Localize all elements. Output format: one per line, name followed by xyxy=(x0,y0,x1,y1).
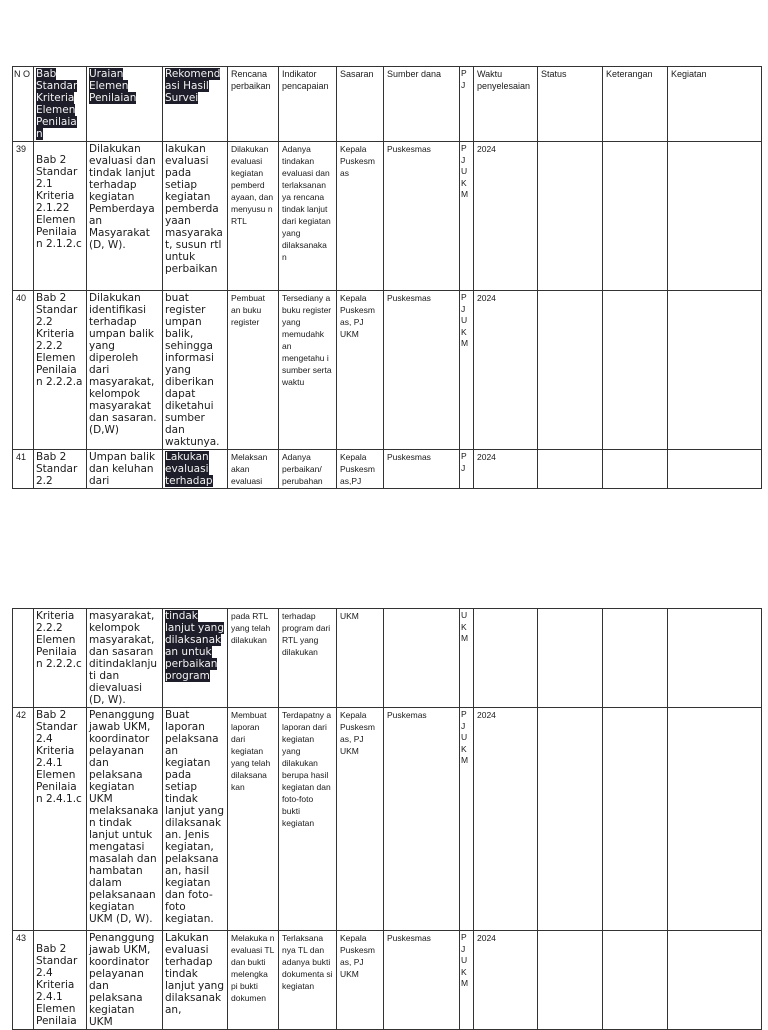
cell-rekomendasi: buat register umpan balik, sehingga informasi yang diberikan dapat diketahui sumber dan waktunya. xyxy=(163,291,228,450)
cell-indikator: Adanya tindakan evaluasi dan terlaksanan ya rencana tindak lanjut dari kegiatan yang dilaksanaka n xyxy=(279,142,337,291)
header-row xyxy=(13,67,762,142)
header-rekomendasi-text: Rekomend asi Hasil Survei xyxy=(165,68,221,104)
cell-waktu: 2024 xyxy=(474,291,538,450)
cell-uraian: Penanggung jawab UKM, koordinator pelayanan dan pelaksana kegiatan UKM melaksanaka n tindak lanjut untuk mengatasi masalah dan hambatan dalam pelaksanaan kegiatan UKM (D, W). xyxy=(87,708,163,931)
cell-bab: Bab 2 Standar 2.1 Kriteria 2.1.22 Elemen Penilaia n 2.1.2.c xyxy=(34,142,87,291)
action-plan-table-page-2 xyxy=(12,608,762,1030)
cell-keterangan xyxy=(603,931,668,1030)
cell-sasaran: Kepala Puskesm as, PJ UKM xyxy=(337,708,384,931)
cell-no: 43 xyxy=(13,931,34,1030)
cell-kegiatan xyxy=(668,142,762,291)
cell-sumber-dana: Puskesmas xyxy=(384,291,460,450)
header-pj: P J xyxy=(460,67,474,142)
cell-uraian: masyarakat, kelompok masyarakat, dan sasaran ditindaklanju ti dan dievaluasi (D, W). xyxy=(87,609,163,708)
cell-bab: Bab 2 Standar 2.2 xyxy=(34,450,87,489)
cell-waktu xyxy=(474,609,538,708)
cell-rencana: Melakuka n evaluasi TL dan bukti melengka pi bukti dokumen xyxy=(228,931,279,1030)
cell-sasaran: Kepala Puskesm as,PJ xyxy=(337,450,384,489)
cell-pj: P J xyxy=(460,450,474,489)
cell-pj: P J U K M xyxy=(460,142,474,291)
table-row xyxy=(13,142,762,291)
cell-sasaran: UKM xyxy=(337,609,384,708)
cell-waktu: 2024 xyxy=(474,708,538,931)
cell-rekomendasi xyxy=(163,450,228,489)
header-status: Status xyxy=(538,67,603,142)
cell-sumber-dana: Puskemas xyxy=(384,708,460,931)
header-keterangan: Keterangan xyxy=(603,67,668,142)
cell-status xyxy=(538,931,603,1030)
cell-sumber-dana: Puskesmas xyxy=(384,931,460,1030)
cell-pj: P J U K M xyxy=(460,708,474,931)
cell-sasaran: Kepala Puskesm as xyxy=(337,142,384,291)
cell-rencana: pada RTL yang telah dilakukan xyxy=(228,609,279,708)
cell-rencana: Pembuat an buku register xyxy=(228,291,279,450)
cell-bab: Kriteria 2.2.2 Elemen Penilaia n 2.2.2.c xyxy=(34,609,87,708)
cell-bab: Bab 2 Standar 2.4 Kriteria 2.4.1 Elemen Penilaia n 2.4.1.c xyxy=(34,708,87,931)
header-sasaran: Sasaran xyxy=(337,67,384,142)
cell-rekomendasi xyxy=(163,609,228,708)
table-row xyxy=(13,609,762,708)
cell-sasaran: Kepala Puskesm as, PJ UKM xyxy=(337,291,384,450)
cell-waktu: 2024 xyxy=(474,142,538,291)
header-rekomendasi xyxy=(163,67,228,142)
cell-indikator: Terlaksana nya TL dan adanya bukti dokumenta si kegiatan xyxy=(279,931,337,1030)
cell-kegiatan xyxy=(668,450,762,489)
header-bab xyxy=(34,67,87,142)
action-plan-table-page-1 xyxy=(12,66,762,489)
cell-no: 41 xyxy=(13,450,34,489)
cell-indikator: Tersediany a buku register yang memudahk an mengetahu i sumber serta waktu xyxy=(279,291,337,450)
header-sumber-dana: Sumber dana xyxy=(384,67,460,142)
cell-kegiatan xyxy=(668,708,762,931)
cell-pj: U K M xyxy=(460,609,474,708)
cell-uraian: Dilakukan identifikasi terhadap umpan balik yang diperoleh dari masyarakat, kelompok masyarakat dan sasaran. (D,W) xyxy=(87,291,163,450)
cell-rekomendasi: Buat laporan pelaksana an kegiatan pada setiap tindak lanjut yang dilaksanak an. Jenis kegiatan, pelaksana an, hasil kegiatan dan foto-foto kegiatan. xyxy=(163,708,228,931)
header-kegiatan: Kegiatan xyxy=(668,67,762,142)
cell-bab: Bab 2 Standar 2.4 Kriteria 2.4.1 Elemen Penilaia xyxy=(34,931,87,1030)
cell-sasaran: Kepala Puskesm as, PJ UKM xyxy=(337,931,384,1030)
cell-keterangan xyxy=(603,142,668,291)
cell-keterangan xyxy=(603,609,668,708)
cell-rekomendasi-text: Lakukan evaluasi terhadap xyxy=(165,451,213,487)
cell-pj: P J U K M xyxy=(460,291,474,450)
cell-no: 39 xyxy=(13,142,34,291)
cell-indikator: terhadap program dari RTL yang dilakukan xyxy=(279,609,337,708)
cell-bab: Bab 2 Standar 2.2 Kriteria 2.2.2 Elemen Penilaia n 2.2.2.a xyxy=(34,291,87,450)
cell-status xyxy=(538,291,603,450)
cell-rekomendasi: Lakukan evaluasi terhadap tindak lanjut yang dilaksanak an, xyxy=(163,931,228,1030)
cell-status xyxy=(538,142,603,291)
header-rencana: Rencana perbaikan xyxy=(228,67,279,142)
cell-no xyxy=(13,609,34,708)
cell-pj: P J U K M xyxy=(460,931,474,1030)
cell-sumber-dana: Puskesmas xyxy=(384,450,460,489)
cell-uraian: Umpan balik dan keluhan dari xyxy=(87,450,163,489)
cell-uraian: Dilakukan evaluasi dan tindak lanjut terhadap kegiatan Pemberdaya an Masyarakat (D, W). xyxy=(87,142,163,291)
cell-rencana: Membuat laporan dari kegiatan yang telah dilaksana kan xyxy=(228,708,279,931)
cell-sumber-dana: Puskesmas xyxy=(384,142,460,291)
header-waktu: Waktu penyelesaian xyxy=(474,67,538,142)
header-bab-text: Bab Standar Kriteria Elemen Penilaia n xyxy=(36,68,78,140)
cell-no: 42 xyxy=(13,708,34,931)
header-no: N O xyxy=(13,67,34,142)
cell-waktu: 2024 xyxy=(474,931,538,1030)
cell-uraian: Penanggung jawab UKM, koordinator pelayanan dan pelaksana kegiatan UKM xyxy=(87,931,163,1030)
cell-rencana: Dilakukan evaluasi kegiatan pemberd ayaan, dan menyusu n RTL xyxy=(228,142,279,291)
cell-status xyxy=(538,609,603,708)
header-uraian-text: Uraian Elemen Penilaian xyxy=(89,68,137,104)
cell-keterangan xyxy=(603,708,668,931)
header-uraian xyxy=(87,67,163,142)
cell-indikator: Terdapatny a laporan dari kegiatan yang dilakukan berupa hasil kegiatan dan foto-foto bukti kegiatan xyxy=(279,708,337,931)
cell-keterangan xyxy=(603,450,668,489)
cell-no: 40 xyxy=(13,291,34,450)
cell-rekomendasi: lakukan evaluasi pada setiap kegiatan pemberda yaan masyaraka t, susun rtl untuk perbaikan xyxy=(163,142,228,291)
cell-status xyxy=(538,708,603,931)
cell-rencana: Melaksan akan evaluasi xyxy=(228,450,279,489)
cell-keterangan xyxy=(603,291,668,450)
cell-status xyxy=(538,450,603,489)
cell-waktu: 2024 xyxy=(474,450,538,489)
cell-indikator: Adanya perbaikan/ perubahan xyxy=(279,450,337,489)
cell-kegiatan xyxy=(668,931,762,1030)
cell-kegiatan xyxy=(668,291,762,450)
table-row xyxy=(13,450,762,489)
table-row xyxy=(13,708,762,931)
header-indikator: Indikator pencapaian xyxy=(279,67,337,142)
cell-rekomendasi-text: tindak lanjut yang dilaksanak an untuk perbaikan program xyxy=(165,610,225,682)
cell-sumber-dana xyxy=(384,609,460,708)
cell-kegiatan xyxy=(668,609,762,708)
table-row xyxy=(13,931,762,1030)
table-row xyxy=(13,291,762,450)
